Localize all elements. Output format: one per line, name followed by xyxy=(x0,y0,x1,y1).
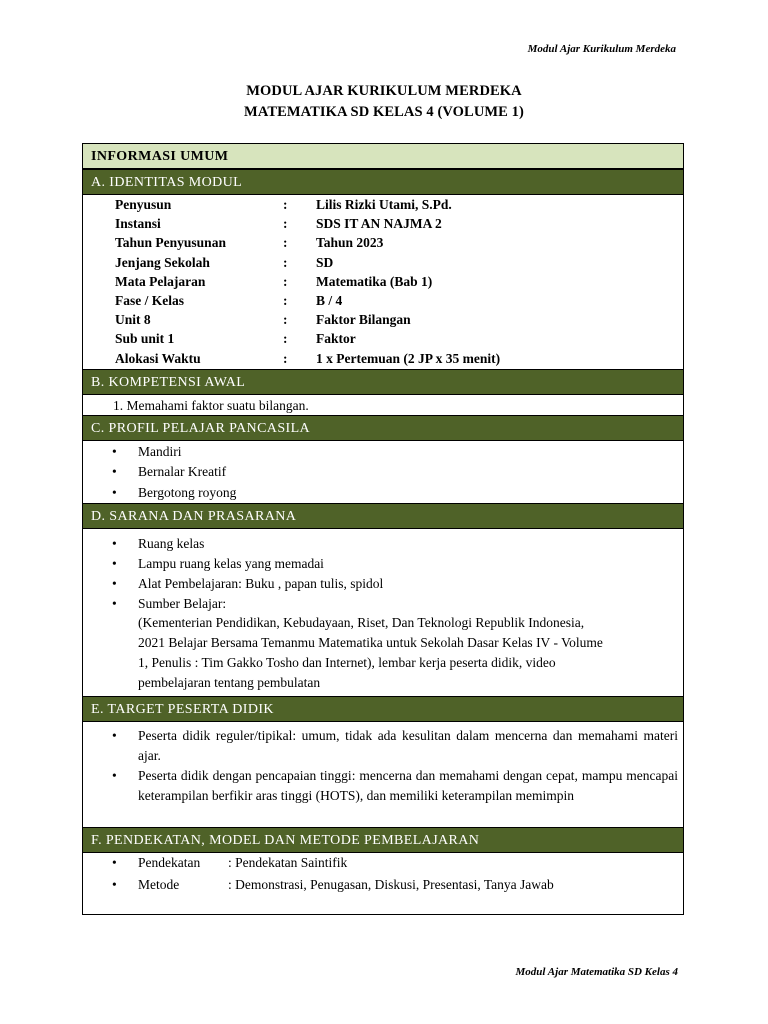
identitas-label: Jenjang Sekolah xyxy=(115,255,210,270)
identitas-value: 1 x Pertemuan (2 JP x 35 menit) xyxy=(316,351,501,366)
identitas-colon: : xyxy=(283,274,288,289)
identitas-value: SD xyxy=(316,255,334,270)
identitas-value: Tahun 2023 xyxy=(316,235,384,250)
identitas-value: Matematika (Bab 1) xyxy=(316,274,433,289)
bullet-icon: • xyxy=(112,576,117,591)
profil-item: Mandiri xyxy=(138,444,182,459)
bullet-icon: • xyxy=(112,596,117,611)
section-identitas-modul: A. IDENTITAS MODUL xyxy=(83,169,683,195)
target-item: Peserta didik dengan pencapaian tinggi: mencerna dan memahami dengan cepat, mampu mencapai keterampilan berfikir aras tinggi (HOTS), dan memiliki keterampilan memimpin xyxy=(138,768,678,803)
identitas-colon: : xyxy=(283,331,288,346)
identitas-value: Faktor Bilangan xyxy=(316,312,411,327)
pendekatan-label: Pendekatan xyxy=(138,855,201,870)
identitas-value: SDS IT AN NAJMA 2 xyxy=(316,216,442,231)
identitas-label: Alokasi Waktu xyxy=(115,351,201,366)
document-title: MODUL AJAR KURIKULUM MERDEKA xyxy=(246,83,522,99)
identitas-value: Lilis Rizki Utami, S.Pd. xyxy=(316,197,452,212)
kompetensi-item: 1. Memahami faktor suatu bilangan. xyxy=(113,398,309,413)
identitas-colon: : xyxy=(283,197,288,212)
bullet-icon: • xyxy=(112,556,117,571)
section-target-peserta: E. TARGET PESERTA DIDIK xyxy=(83,696,683,722)
sumber-line: 1, Penulis : Tim Gakko Tosho dan Internet), lembar kerja peserta didik, video xyxy=(138,655,556,670)
identitas-colon: : xyxy=(283,255,288,270)
bullet-icon: • xyxy=(112,444,117,459)
pendekatan-value: : Pendekatan Saintifik xyxy=(228,855,348,870)
identitas-colon: : xyxy=(283,293,288,308)
identitas-label: Mata Pelajaran xyxy=(115,274,206,289)
page-footer: Modul Ajar Matematika SD Kelas 4 xyxy=(515,966,678,978)
identitas-label: Fase / Kelas xyxy=(115,293,184,308)
identitas-label: Penyusun xyxy=(115,197,172,212)
sumber-line: (Kementerian Pendidikan, Kebudayaan, Riset, Dan Teknologi Republik Indonesia, xyxy=(138,615,585,630)
section-sarana-prasarana: D. SARANA DAN PRASARANA xyxy=(83,503,683,529)
section-pendekatan: F. PENDEKATAN, MODEL DAN METODE PEMBELAJARAN xyxy=(83,827,683,853)
identitas-value: Faktor xyxy=(316,331,356,346)
profil-item: Bernalar Kreatif xyxy=(138,464,227,479)
identitas-colon: : xyxy=(283,351,288,366)
sarana-item: Alat Pembelajaran: Buku , papan tulis, spidol xyxy=(138,576,384,591)
bullet-icon: • xyxy=(112,877,117,892)
target-item: Peserta didik reguler/tipikal: umum, tidak ada kesulitan dalam mencerna dan memahami materi ajar. xyxy=(138,728,678,763)
sarana-item: Sumber Belajar: xyxy=(138,596,227,611)
sumber-line: pembelajaran tentang pembulatan xyxy=(138,675,321,690)
metode-value: : Demonstrasi, Penugasan, Diskusi, Presentasi, Tanya Jawab xyxy=(228,877,554,892)
bullet-icon: • xyxy=(112,728,117,743)
identitas-label: Unit 8 xyxy=(115,312,151,327)
bullet-icon: • xyxy=(112,464,117,479)
metode-label: Metode xyxy=(138,877,180,892)
bullet-icon: • xyxy=(112,485,117,500)
identitas-label: Instansi xyxy=(115,216,161,231)
section-profil-pancasila: C. PROFIL PELAJAR PANCASILA xyxy=(83,415,683,441)
identitas-colon: : xyxy=(283,216,288,231)
document-subtitle: MATEMATIKA SD KELAS 4 (VOLUME 1) xyxy=(244,104,524,120)
bullet-icon: • xyxy=(112,536,117,551)
sarana-item: Ruang kelas xyxy=(138,536,205,551)
running-header: Modul Ajar Kurikulum Merdeka xyxy=(527,43,676,55)
identitas-colon: : xyxy=(283,235,288,250)
identitas-colon: : xyxy=(283,312,288,327)
bullet-icon: • xyxy=(112,768,117,783)
profil-item: Bergotong royong xyxy=(138,485,237,500)
identitas-value: B / 4 xyxy=(316,293,343,308)
sarana-item: Lampu ruang kelas yang memadai xyxy=(138,556,324,571)
identitas-label: Sub unit 1 xyxy=(115,331,175,346)
section-informasi-umum: INFORMASI UMUM xyxy=(83,143,683,169)
section-kompetensi-awal: B. KOMPETENSI AWAL xyxy=(83,369,683,395)
identitas-label: Tahun Penyusunan xyxy=(115,235,226,250)
sumber-line: 2021 Belajar Bersama Temanmu Matematika untuk Sekolah Dasar Kelas IV - Volume xyxy=(138,635,603,650)
bullet-icon: • xyxy=(112,855,117,870)
